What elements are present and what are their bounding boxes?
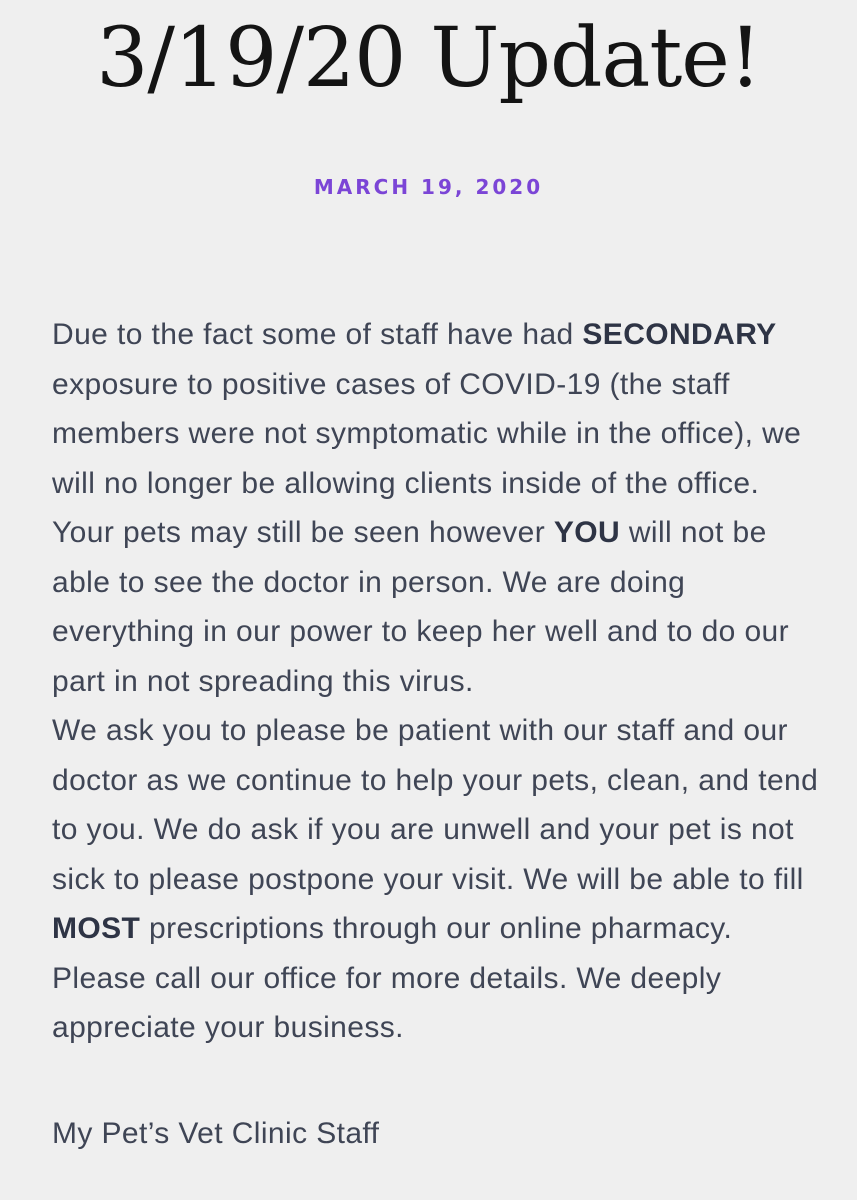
paragraph-covid-exposure bbox=[52, 310, 822, 706]
paragraph-patience-request bbox=[52, 706, 822, 1053]
emphasis-secondary: SECONDARY bbox=[582, 318, 777, 351]
paragraph2-text-2: prescriptions through our online pharmacy. Please call our office for more details. We deeply appreciate your business. bbox=[52, 912, 733, 1044]
post-body bbox=[52, 310, 822, 1053]
post-signature: My Pet’s Vet Clinic Staff bbox=[52, 1117, 380, 1150]
paragraph1-text-2: exposure to positive cases of COVID-19 (the staff members were not symptomatic while in the office), we will no longer be allowing clients inside of the office. Your pets may still be seen however bbox=[52, 367, 802, 549]
post-title: 3/19/20 Update! bbox=[96, 11, 761, 106]
post-date: MARCH 19, 2020 bbox=[313, 175, 544, 199]
paragraph1-text-1: Due to the fact some of staff have had bbox=[52, 318, 583, 351]
emphasis-you: YOU bbox=[553, 516, 621, 549]
paragraph1-text-3: will not be able to see the doctor in person. We are doing everything in our power to keep her well and to do our part in not spreading this virus. bbox=[52, 516, 790, 698]
paragraph2-text-1: We ask you to please be patient with our staff and our doctor as we continue to help your pets, clean, and tend to you. We do ask if you are unwell and your pet is not sick to please postpone your visit. We will be able to fill bbox=[52, 714, 819, 896]
emphasis-most: MOST bbox=[52, 912, 141, 945]
